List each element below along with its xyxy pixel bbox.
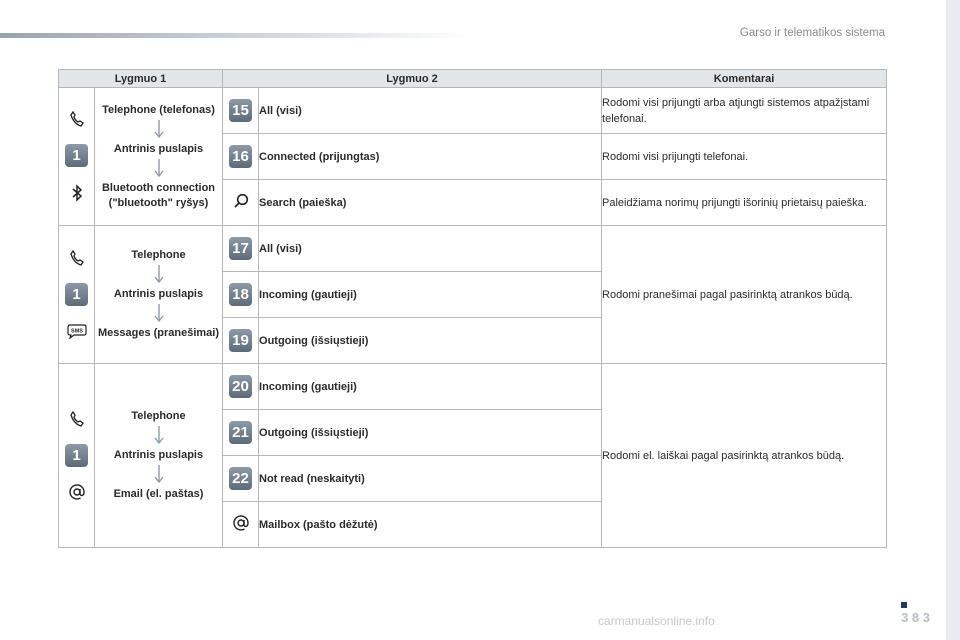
- step-badge: 21: [229, 421, 252, 444]
- down-arrow-icon: [153, 120, 165, 140]
- level1-path: [95, 226, 223, 364]
- badge-cell: [223, 226, 259, 272]
- email-at-icon: [69, 484, 85, 500]
- mailbox-at-icon: [233, 515, 249, 531]
- level2-label: Outgoing (išsiųstieji): [259, 410, 602, 456]
- path-step: Telephone: [131, 410, 186, 422]
- comment-text: Paleidžiama norimų prijungti išorinių prietaisų paieška.: [602, 180, 887, 226]
- side-rail: [946, 0, 960, 640]
- level1-badge: 1: [65, 444, 88, 467]
- watermark: carmanualsonline.info: [598, 614, 715, 628]
- level1-icons: [59, 88, 95, 226]
- level2-label: Incoming (gautieji): [259, 272, 602, 318]
- path-step: Telephone (telefonas): [102, 103, 215, 116]
- table-row: [59, 226, 887, 272]
- sms-icon: [67, 323, 87, 339]
- step-badge: 22: [229, 467, 252, 490]
- down-arrow-icon: [153, 426, 165, 446]
- level2-label: Incoming (gautieji): [259, 364, 602, 410]
- header-accent-bar: [0, 33, 470, 38]
- step-badge: 18: [229, 283, 252, 306]
- step-badge: 17: [229, 237, 252, 260]
- level1-path: [95, 364, 223, 548]
- level1-badge: 1: [65, 283, 88, 306]
- menu-table: [58, 69, 887, 548]
- badge-cell: [223, 272, 259, 318]
- table-row: [59, 364, 887, 410]
- step-badge: 20: [229, 375, 252, 398]
- down-arrow-icon: [153, 304, 165, 324]
- page-number: 3 8 3: [901, 610, 930, 625]
- level2-label: Connected (prijungtas): [259, 134, 602, 180]
- comment-text: Rodomi visi prijungti telefonai.: [602, 134, 887, 180]
- badge-cell: [223, 410, 259, 456]
- path-step: Email (el. paštas): [113, 488, 204, 500]
- level2-label: All (visi): [259, 88, 602, 134]
- header-comments: Komentarai: [602, 70, 887, 88]
- path-step: Bluetooth connection ("bluetooth" ryšys): [101, 181, 216, 209]
- comment-text: Rodomi visi prijungti arba atjungti sistemos atpažįstami telefonai.: [602, 88, 887, 134]
- sms-icon-label: SMS: [70, 328, 83, 335]
- level2-label: All (visi): [259, 226, 602, 272]
- header-level1: Lygmuo 1: [59, 70, 223, 88]
- bluetooth-icon: [71, 184, 83, 202]
- badge-cell: [223, 456, 259, 502]
- comment-text: Rodomi el. laiškai pagal pasirinktą atrankos būdą.: [602, 364, 887, 548]
- badge-cell: [223, 180, 259, 226]
- level1-icons: [59, 364, 95, 548]
- level2-label: Not read (neskaityti): [259, 456, 602, 502]
- table-header-row: [59, 70, 887, 88]
- level1-path: [95, 88, 223, 226]
- phone-icon: [70, 250, 84, 266]
- step-badge: 19: [229, 329, 252, 352]
- phone-icon: [70, 111, 84, 127]
- level1-badge: 1: [65, 144, 88, 167]
- badge-cell: [223, 134, 259, 180]
- comment-text: Rodomi pranešimai pagal pasirinktą atrankos būdą.: [602, 226, 887, 364]
- level1-icons: [59, 226, 95, 364]
- path-step: Antrinis puslapis: [113, 449, 204, 461]
- badge-cell: [223, 502, 259, 548]
- table-row: [59, 88, 887, 134]
- phone-icon: [70, 411, 84, 427]
- level2-label: Search (paieška): [259, 180, 602, 226]
- level2-label: Outgoing (išsiųstieji): [259, 318, 602, 364]
- page-header-title: Garso ir telematikos sistema: [739, 27, 885, 39]
- path-step: Antrinis puslapis: [113, 142, 204, 155]
- search-icon: [233, 193, 249, 209]
- step-badge: 15: [229, 99, 252, 122]
- down-arrow-icon: [153, 159, 165, 179]
- level2-label: Mailbox (pašto dėžutė): [259, 502, 602, 548]
- down-arrow-icon: [153, 265, 165, 285]
- badge-cell: [223, 318, 259, 364]
- down-arrow-icon: [153, 465, 165, 485]
- badge-cell: [223, 364, 259, 410]
- step-badge: 16: [229, 145, 252, 168]
- path-step: Antrinis puslapis: [113, 288, 204, 300]
- path-step: Messages (pranešimai): [97, 327, 220, 339]
- badge-cell: [223, 88, 259, 134]
- header-level2: Lygmuo 2: [223, 70, 602, 88]
- path-step: Telephone: [131, 249, 186, 261]
